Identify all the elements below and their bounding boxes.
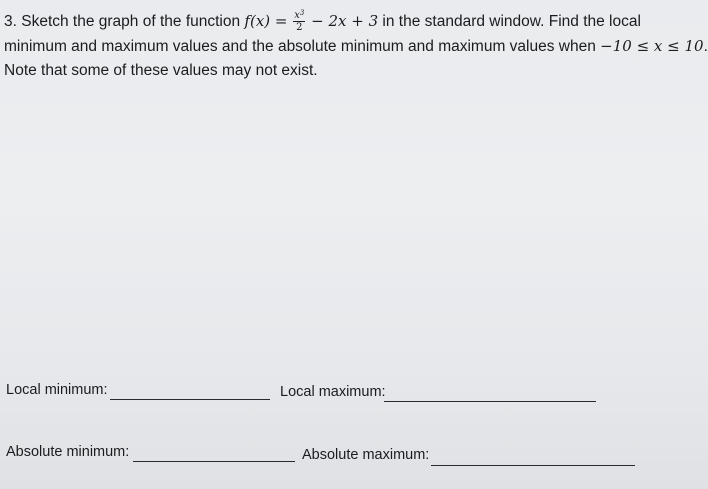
function-rest: − 2x + 3 <box>306 12 379 30</box>
problem-line-2 <box>4 34 708 59</box>
absolute-minimum-label: Absolute minimum: <box>6 444 130 460</box>
fraction-numerator <box>293 9 305 22</box>
problem-line-1 <box>4 9 694 34</box>
interval-period: . <box>703 38 708 55</box>
local-minimum-label: Local minimum: <box>6 382 108 398</box>
local-minimum-answer-line[interactable] <box>110 399 270 400</box>
numerator-exponent: 3 <box>299 9 305 18</box>
function-fraction <box>293 9 305 32</box>
numerator-base: x <box>294 10 300 22</box>
absolute-maximum-label: Absolute maximum: <box>302 447 430 463</box>
problem-values-text: minimum and maximum values and the absolute minimum and maximum values when <box>4 38 601 55</box>
problem-window-text: in the standard window. Find the local <box>378 13 641 30</box>
problem-line-3: Note that some of these values may not exist. <box>4 62 318 79</box>
absolute-maximum-answer-line[interactable] <box>431 465 635 466</box>
local-maximum-label: Local maximum: <box>280 384 386 400</box>
problem-statement <box>4 9 708 83</box>
absolute-minimum-answer-line[interactable] <box>133 461 295 462</box>
local-maximum-answer-line[interactable] <box>384 401 596 402</box>
function-lhs: f(x) = <box>244 12 293 30</box>
problem-intro-text: 3. Sketch the graph of the function <box>4 13 245 30</box>
fraction-denominator: 2 <box>296 22 303 34</box>
interval-expression: −10 ≤ x ≤ 10 <box>600 37 704 55</box>
